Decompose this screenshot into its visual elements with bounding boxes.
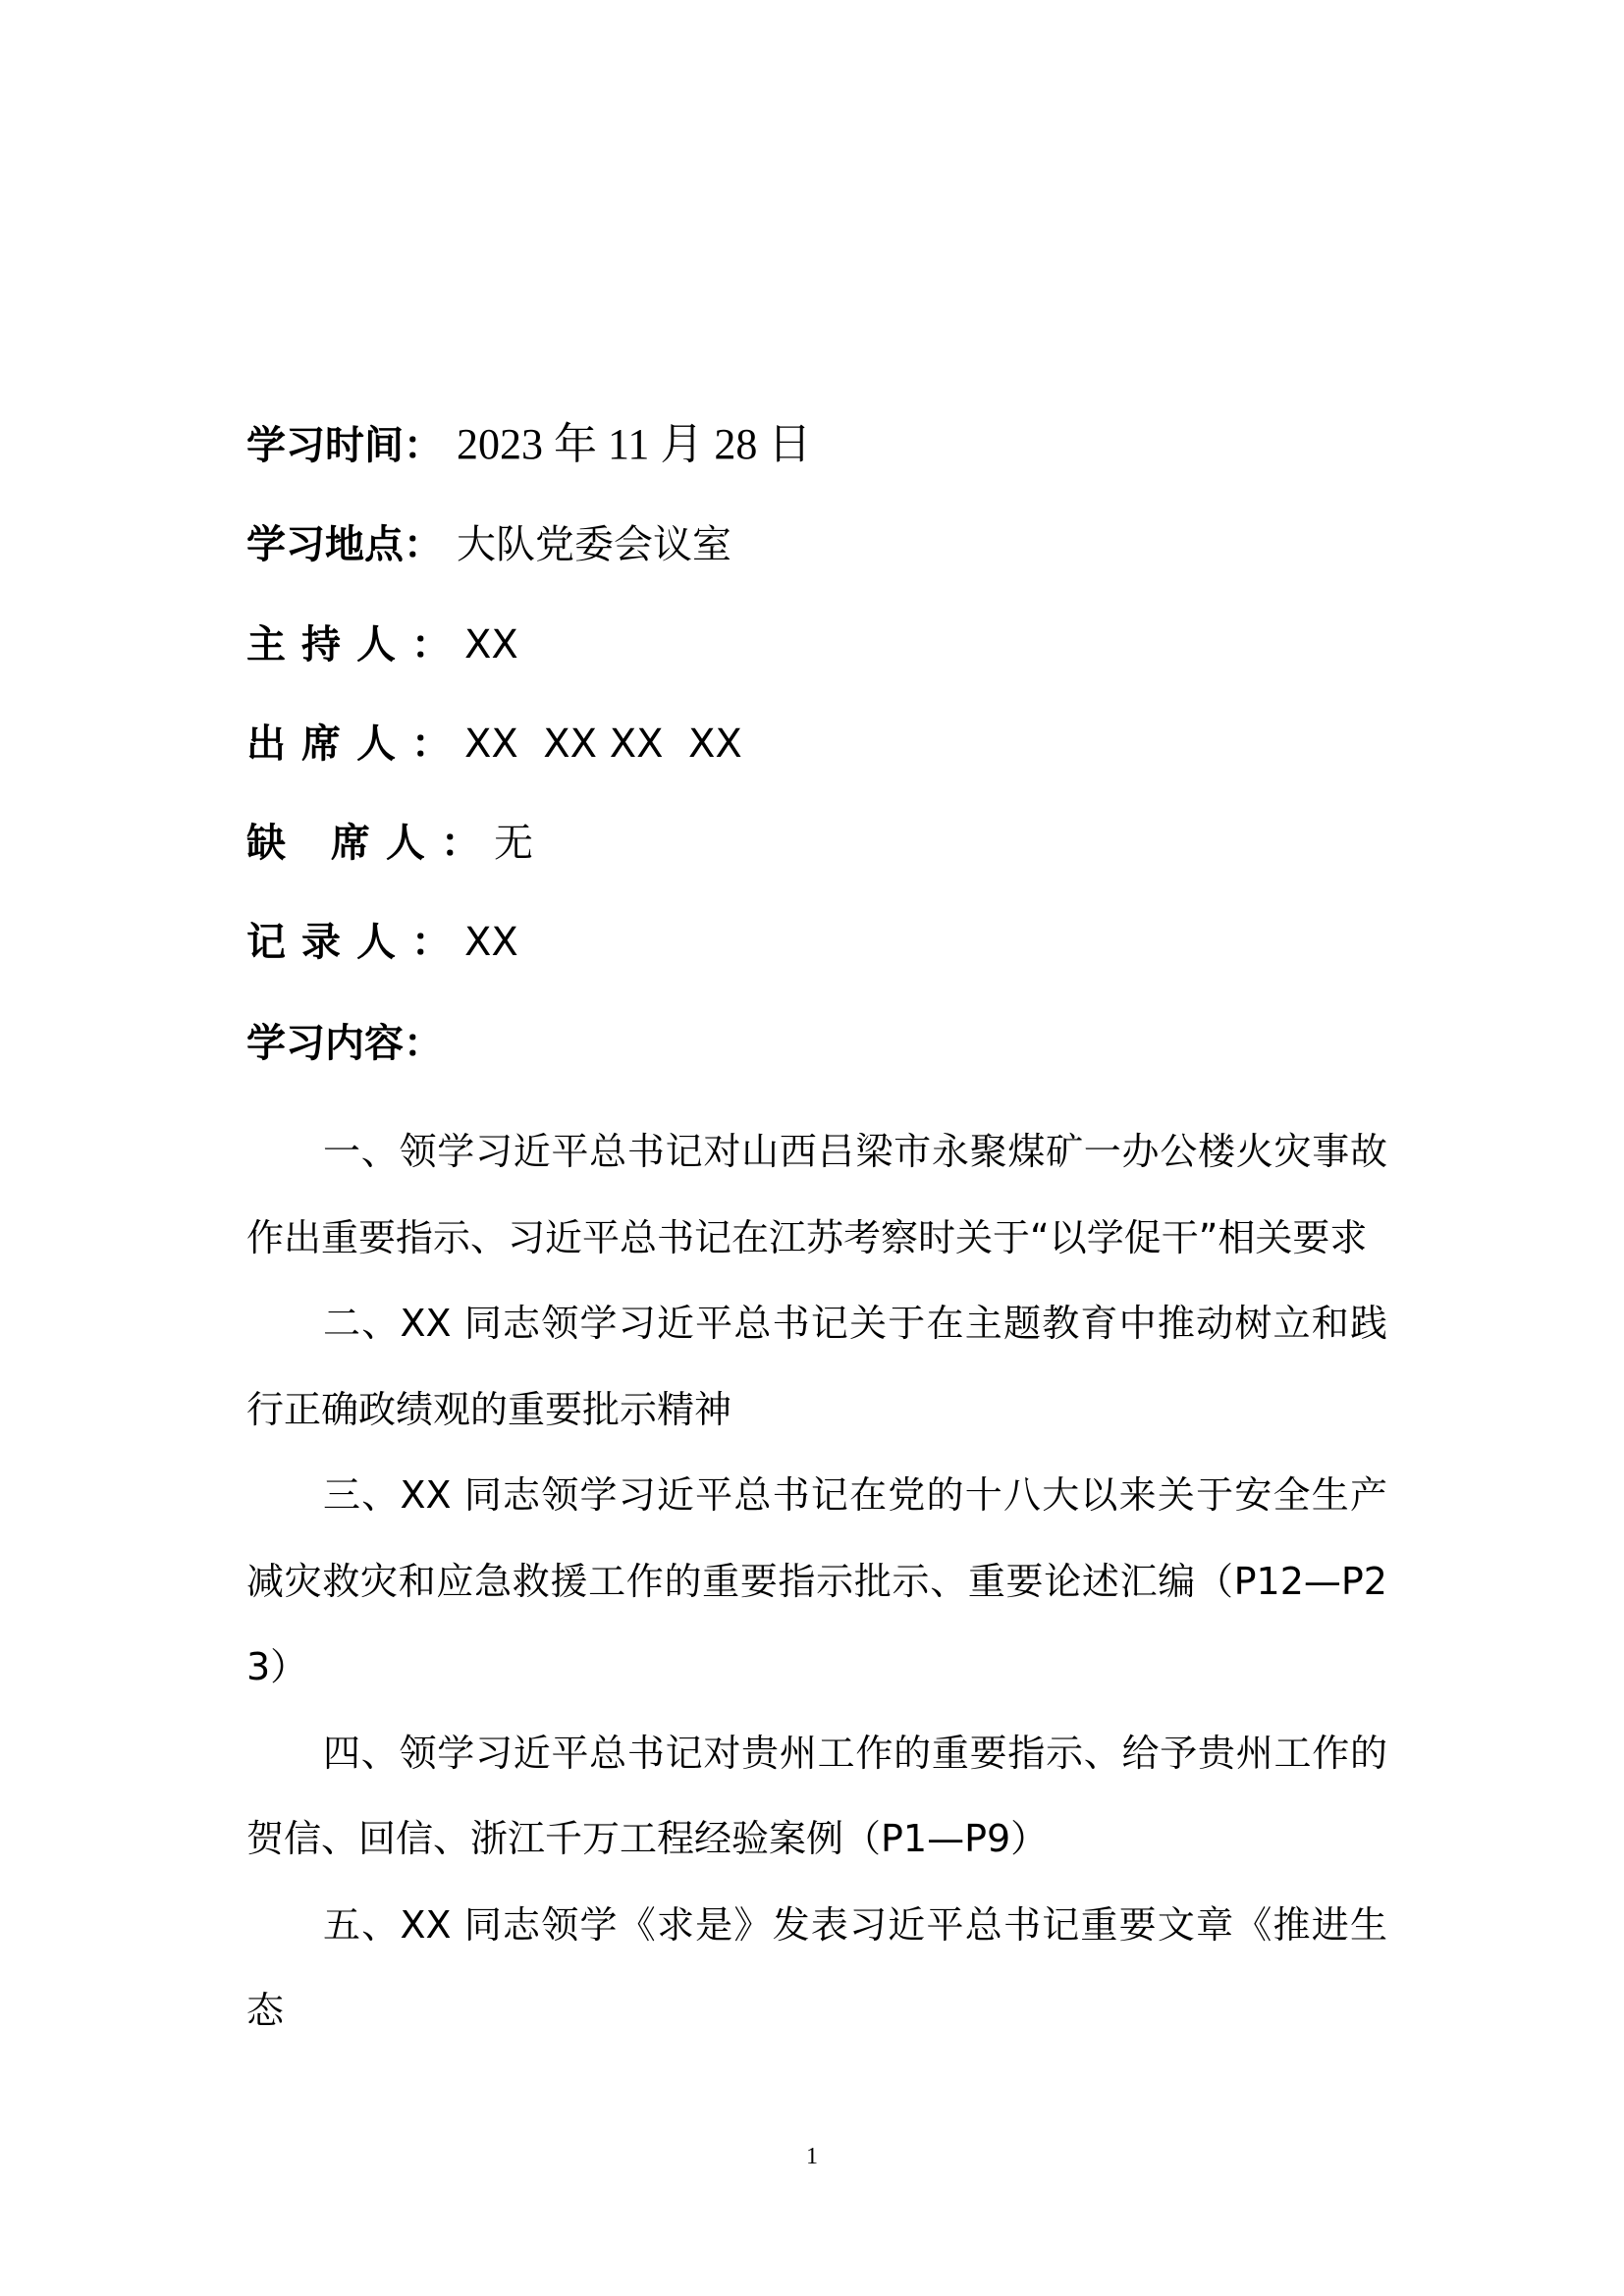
field-value: 大队党委会议室 [457,522,731,567]
field-attendees [246,715,742,774]
field-label: 缺 席人 [246,821,441,866]
study-content-list [246,1109,1387,2055]
study-item: 四、领学习近平总书记对贵州工作的重要指示、给予贵州工作的贺信、回信、浙江千万工程经验案例（P1—P9） [246,1731,1387,1860]
study-item: 三、XX 同志领学习近平总书记在党的十八大以来关于安全生产减灾救灾和应急救援工作的重要指示批示、重要论述汇编（P12—P23） [246,1473,1387,1688]
field-colon: ： [404,522,443,567]
field-value: XX [464,622,518,667]
study-item: 二、XX 同志领学习近平总书记关于在主题教育中推动树立和践行正确政绩观的重要批示精神 [246,1302,1387,1431]
field-absentees [246,814,533,873]
field-recorder [246,913,518,972]
field-label: 记录人 [246,920,411,965]
field-label: 学习时间 [246,423,404,468]
field-study-time [246,415,811,474]
field-value: 2023 年 11 月 28 日 [457,420,812,468]
section-heading-study-content: 学习内容： [246,1021,443,1066]
page-number: 1 [806,2144,818,2169]
field-colon: ： [411,920,451,965]
field-value: XX [464,920,518,965]
field-value: 无 [493,821,533,866]
field-label: 主持人 [246,622,411,667]
study-item: 一、领学习近平总书记对山西吕梁市永聚煤矿一办公楼火灾事故作出重要指示、习近平总书记在江苏考察时关于“以学促干”相关要求 [246,1130,1387,1259]
field-host [246,615,518,674]
study-item: 五、XX 同志领学《求是》发表习近平总书记重要文章《推进生态 [246,1902,1387,2032]
field-study-location [246,515,731,574]
field-colon: ： [411,721,451,767]
field-label: 出席人 [246,721,411,767]
field-colon: ： [440,821,480,866]
field-colon: ： [404,423,443,468]
field-value: XX XX XX XX [464,721,742,767]
field-colon: ： [411,622,451,667]
field-label: 学习地点 [246,522,404,567]
